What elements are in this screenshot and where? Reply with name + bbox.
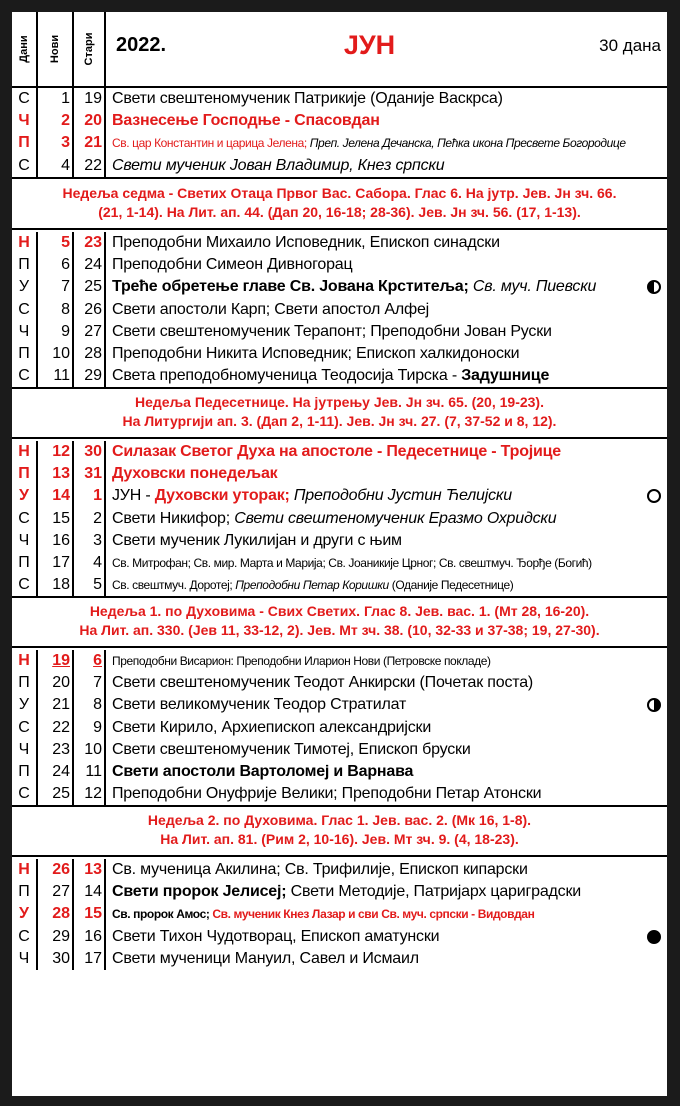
feast-segment: Преподобни Онуфрије Велики; Преподобни Петар Атонски — [112, 785, 542, 803]
year: 2022. — [116, 34, 167, 56]
old-date: 7 — [93, 674, 102, 692]
new-date: 11 — [53, 367, 70, 385]
day-row — [12, 343, 667, 365]
feast-segment: Силазак Светог Духа на апостоле - Педесетнице - Тројице — [112, 443, 561, 460]
feast-segment: Свети свештеномученик Тимотеј, Епископ бруски — [112, 740, 471, 758]
feast-segment: Св. пророк Амос; — [112, 907, 210, 922]
new-date: 8 — [61, 300, 70, 318]
new-date: 24 — [52, 762, 70, 780]
feast-segment: Треће обретење главе Св. Јована Крститеља; — [112, 278, 469, 296]
old-date: 23 — [84, 234, 102, 251]
new-date: 16 — [52, 531, 70, 549]
feast-segment: Св. муч. Пиевски — [468, 278, 597, 296]
weekday: Н — [18, 861, 30, 878]
feast-segment: Свети Кирило, Архиепископ александријски — [112, 718, 432, 736]
day-row — [12, 761, 667, 783]
day-row — [12, 254, 667, 276]
new-date: 18 — [52, 576, 70, 594]
new-date: 26 — [52, 861, 70, 878]
sunday-readings: Недеља 1. по Духовима - Свих Светих. Глас 8. Јев. вас. 1. (Мт 28, 16-20). На Лит. ап. 330. (Јев 11, 33-12, 2). Јев. Мт зч. 38. (10, 32-33 и 37-38; 19, 27-30). — [12, 598, 667, 648]
feast-segment: Света преподобномученица Теодосија Тирска - — [112, 367, 462, 385]
new-date: 6 — [61, 256, 70, 274]
week-block — [12, 859, 667, 970]
new-date: 14 — [52, 487, 70, 505]
old-date: 16 — [84, 927, 102, 945]
feast-text — [112, 859, 528, 881]
weekday: С — [18, 576, 30, 594]
old-date: 14 — [84, 883, 102, 901]
feast-segment: Св. мученица Акилина; Св. Трифилије, Епископ кипарски — [112, 861, 528, 878]
feast-segment: Свети мученици Мануил, Савел и Исмаил — [112, 949, 419, 967]
old-date: 24 — [84, 256, 102, 274]
feast-text — [112, 299, 429, 321]
feast-segment: Свети великомученик Теодор Стратилат — [112, 696, 407, 714]
day-row — [12, 276, 667, 298]
new-date: 9 — [61, 322, 70, 340]
day-row — [12, 88, 667, 110]
moon-phase-new-icon — [647, 930, 661, 944]
feast-segment: Духовски понедељак — [112, 465, 278, 483]
feast-text — [112, 321, 552, 343]
old-date: 11 — [85, 762, 102, 780]
calendar-header — [12, 12, 667, 88]
feast-text — [112, 232, 500, 254]
feast-text — [112, 881, 581, 903]
feast-segment: Преподобни Никита Исповедник; Епископ халкидоноски — [112, 344, 520, 362]
feast-segment: Свети Никифор; — [112, 509, 235, 527]
day-row — [12, 132, 667, 154]
old-date: 26 — [84, 300, 102, 318]
old-date: 12 — [84, 785, 102, 803]
week-block — [12, 650, 667, 807]
feast-segment: Преподобни Михаило Исповедник, Епископ синадски — [112, 234, 500, 251]
weekday: С — [18, 156, 30, 174]
feast-segment: Преп. Јелена Дечанска, Пећка икона Пресвете Богородице — [306, 136, 626, 151]
column-days-header: Дани — [12, 12, 38, 86]
new-date: 20 — [52, 674, 70, 692]
new-date: 5 — [61, 234, 70, 251]
feast-text — [112, 110, 380, 132]
day-row — [12, 508, 667, 530]
weekday: С — [18, 785, 30, 803]
day-row — [12, 110, 667, 132]
weekday: П — [18, 344, 30, 362]
new-date: 1 — [61, 90, 70, 107]
moon-phase-last-icon — [647, 280, 661, 294]
new-date: 7 — [61, 278, 70, 296]
feast-segment: Свети пророк Јелисеј; — [112, 883, 287, 901]
day-row — [12, 717, 667, 739]
old-date: 27 — [84, 322, 102, 340]
old-date: 5 — [93, 576, 102, 594]
new-date: 3 — [61, 134, 70, 152]
day-row — [12, 948, 667, 970]
weekday: П — [18, 465, 30, 483]
old-date: 20 — [84, 112, 102, 130]
weekday: С — [18, 927, 30, 945]
weekday: Ч — [18, 949, 30, 967]
new-date: 25 — [52, 785, 70, 803]
month-title: ЈУН — [343, 30, 396, 60]
old-date: 6 — [93, 652, 102, 669]
weekday: У — [19, 905, 29, 923]
feast-text — [112, 441, 561, 463]
feast-segment: Св. цар Константин и царица Јелена; — [112, 136, 307, 151]
weekday: У — [19, 487, 29, 505]
new-date: 2 — [61, 112, 70, 130]
day-row — [12, 299, 667, 321]
feast-text — [112, 254, 352, 276]
feast-segment: Задушнице — [461, 367, 550, 385]
old-date: 15 — [84, 905, 102, 923]
new-date: 12 — [52, 443, 70, 460]
feast-segment: Св. мученик Кнез Лазар и сви Св. муч. српски - Видовдан — [209, 907, 535, 922]
feast-text — [112, 508, 556, 530]
feast-segment: ЈУН - — [112, 487, 155, 505]
day-row — [12, 694, 667, 716]
day-row — [12, 463, 667, 485]
weekday: П — [18, 553, 30, 571]
feast-text — [112, 132, 626, 154]
feast-text — [112, 365, 549, 387]
weekday: П — [18, 134, 30, 152]
feast-segment: Свети свештеномученик Теодот Анкирски (Почетак поста) — [112, 674, 534, 692]
weekday: П — [18, 762, 30, 780]
weekday: У — [18, 278, 30, 296]
day-row — [12, 321, 667, 343]
feast-text — [112, 903, 534, 925]
old-date: 19 — [84, 90, 102, 107]
weekday: С — [18, 367, 30, 385]
feast-text — [112, 761, 413, 783]
feast-text — [112, 694, 406, 716]
week-block — [12, 88, 667, 179]
sunday-readings: Недеља Педесетнице. На јутрењу Јев. Јн зч. 65. (20, 19-23). На Литургији ап. 3. (Дап 2, 1-11). Јев. Јн зч. 27. (7, 37-52 и 8, 12). — [12, 389, 667, 439]
new-date: 17 — [52, 553, 70, 571]
old-date: 2 — [93, 509, 102, 527]
day-row — [12, 903, 667, 925]
feast-segment: Преподобни Висарион: Преподобни Иларион Нови (Петровске покладе) — [112, 654, 491, 668]
weekday: С — [18, 718, 30, 736]
feast-segment: Св. Митрофан; Св. мир. Марта и Марија; Св. Јоаникије Црног; Св. свештмуч. Ђорђе (Богић) — [112, 555, 592, 570]
moon-phase-first-icon — [647, 698, 661, 712]
old-date: 30 — [84, 443, 102, 460]
day-row — [12, 926, 667, 948]
day-row — [12, 232, 667, 254]
new-date: 22 — [52, 718, 70, 736]
moon-phase-full-icon — [647, 489, 661, 503]
old-date: 3 — [93, 531, 102, 549]
old-date: 31 — [84, 465, 102, 483]
new-date: 23 — [52, 740, 70, 758]
day-row — [12, 650, 667, 672]
weekday: Н — [18, 234, 30, 251]
old-date: 22 — [84, 156, 102, 174]
feast-segment: Свети Тихон Чудотворац, Епископ аматунски — [112, 927, 440, 945]
weekday: П — [18, 883, 30, 901]
new-date: 19 — [52, 652, 70, 669]
new-date: 10 — [52, 344, 70, 362]
feast-segment: Свети апостоли Карп; Свети апостол Алфеј — [112, 300, 430, 318]
feast-text — [112, 948, 419, 970]
day-row — [12, 859, 667, 881]
weekday: У — [18, 696, 30, 714]
feast-segment: Духовски уторак; — [154, 487, 290, 505]
day-row — [12, 155, 667, 177]
day-count: 30 дана — [599, 36, 661, 55]
day-row — [12, 672, 667, 694]
sunday-readings: Недеља 2. по Духовима. Глас 1. Јев. вас. 2. (Мк 16, 1-8). На Лит. ап. 81. (Рим 2, 10-16). Јев. Мт зч. 9. (4, 18-23). — [12, 807, 667, 857]
old-date: 9 — [93, 718, 102, 736]
feast-segment: (Оданије Педесетнице) — [388, 578, 514, 593]
feast-text — [112, 552, 592, 574]
weekday: Ч — [18, 112, 30, 130]
day-row — [12, 485, 667, 507]
weekday: Ч — [18, 740, 30, 758]
feast-text — [112, 783, 541, 805]
calendar-page — [12, 12, 667, 1096]
day-row — [12, 552, 667, 574]
feast-text — [112, 155, 444, 177]
day-row — [12, 574, 667, 596]
feast-text — [112, 739, 471, 761]
day-row — [12, 530, 667, 552]
weekday: Н — [18, 652, 30, 669]
new-date: 4 — [61, 156, 70, 174]
feast-segment: Свети Методије, Патријарх цариградски — [286, 883, 581, 901]
feast-text — [112, 530, 402, 552]
feast-segment: Свети свештеномученик Еразмо Охридски — [234, 509, 557, 527]
column-old-header: Стари — [74, 12, 106, 86]
feast-text — [112, 672, 533, 694]
feast-text — [112, 276, 596, 298]
feast-text — [112, 463, 277, 485]
new-date: 30 — [52, 949, 70, 967]
feast-text — [112, 926, 439, 948]
weekday: Ч — [18, 322, 30, 340]
feast-text — [112, 485, 512, 507]
weekday: С — [18, 300, 30, 318]
new-date: 27 — [52, 883, 70, 901]
old-date: 29 — [84, 367, 102, 385]
old-date: 21 — [84, 134, 102, 152]
old-date: 1 — [93, 487, 102, 505]
feast-segment: Св. свештмуч. Доротеј; — [112, 578, 236, 593]
week-block — [12, 441, 667, 598]
feast-segment: Свети свештеномученик Терапонт; Преподобни Јован Руски — [112, 322, 552, 340]
old-date: 25 — [84, 278, 102, 296]
feast-text — [112, 574, 513, 596]
column-new-header: Нови — [38, 12, 74, 86]
weekday: П — [18, 674, 30, 692]
feast-text — [112, 343, 519, 365]
feast-segment: Свети мученик Јован Владимир, Кнез српски — [112, 156, 445, 174]
feast-text — [112, 650, 491, 672]
week-block — [12, 232, 667, 389]
weekday: П — [18, 256, 30, 274]
weekday: С — [18, 90, 30, 107]
feast-segment: Свети апостоли Вартоломеј и Варнава — [112, 762, 414, 780]
weekday: Н — [18, 443, 30, 460]
day-row — [12, 441, 667, 463]
new-date: 28 — [52, 905, 70, 923]
new-date: 15 — [52, 509, 70, 527]
old-date: 17 — [84, 949, 102, 967]
feast-segment: Преподобни Јустин Ћелијски — [289, 487, 512, 505]
old-date: 10 — [84, 740, 102, 758]
feast-segment: Вазнесење Господње - Спасовдан — [112, 112, 380, 130]
day-row — [12, 739, 667, 761]
old-date: 4 — [93, 553, 102, 571]
old-date: 8 — [93, 696, 102, 714]
feast-segment: Преподобни Петар Коришки — [235, 578, 389, 593]
new-date: 13 — [52, 465, 70, 483]
day-row — [12, 783, 667, 805]
old-date: 28 — [84, 344, 102, 362]
weekday: Ч — [18, 531, 30, 549]
old-date: 13 — [84, 861, 102, 878]
feast-segment: Преподобни Симеон Дивногорац — [112, 256, 353, 274]
day-row — [12, 881, 667, 903]
feast-text — [112, 717, 431, 739]
sunday-readings: Недеља седма - Светих Отаца Првог Вас. Сабора. Глас 6. На јутр. Јев. Јн зч. 66. (21, 1-14). На Лит. ап. 44. (Дап 20, 16-18; 28-36). Јев. Јн зч. 56. (17, 1-13). — [12, 180, 667, 230]
new-date: 21 — [52, 696, 70, 714]
feast-segment: Свети свештеномученик Патрикије (Оданије Васкрса) — [112, 90, 503, 107]
new-date: 29 — [52, 927, 70, 945]
day-row — [12, 365, 667, 387]
feast-text — [112, 88, 503, 110]
feast-segment: Свети мученик Лукилијан и други с њим — [112, 531, 402, 549]
weekday: С — [18, 509, 30, 527]
